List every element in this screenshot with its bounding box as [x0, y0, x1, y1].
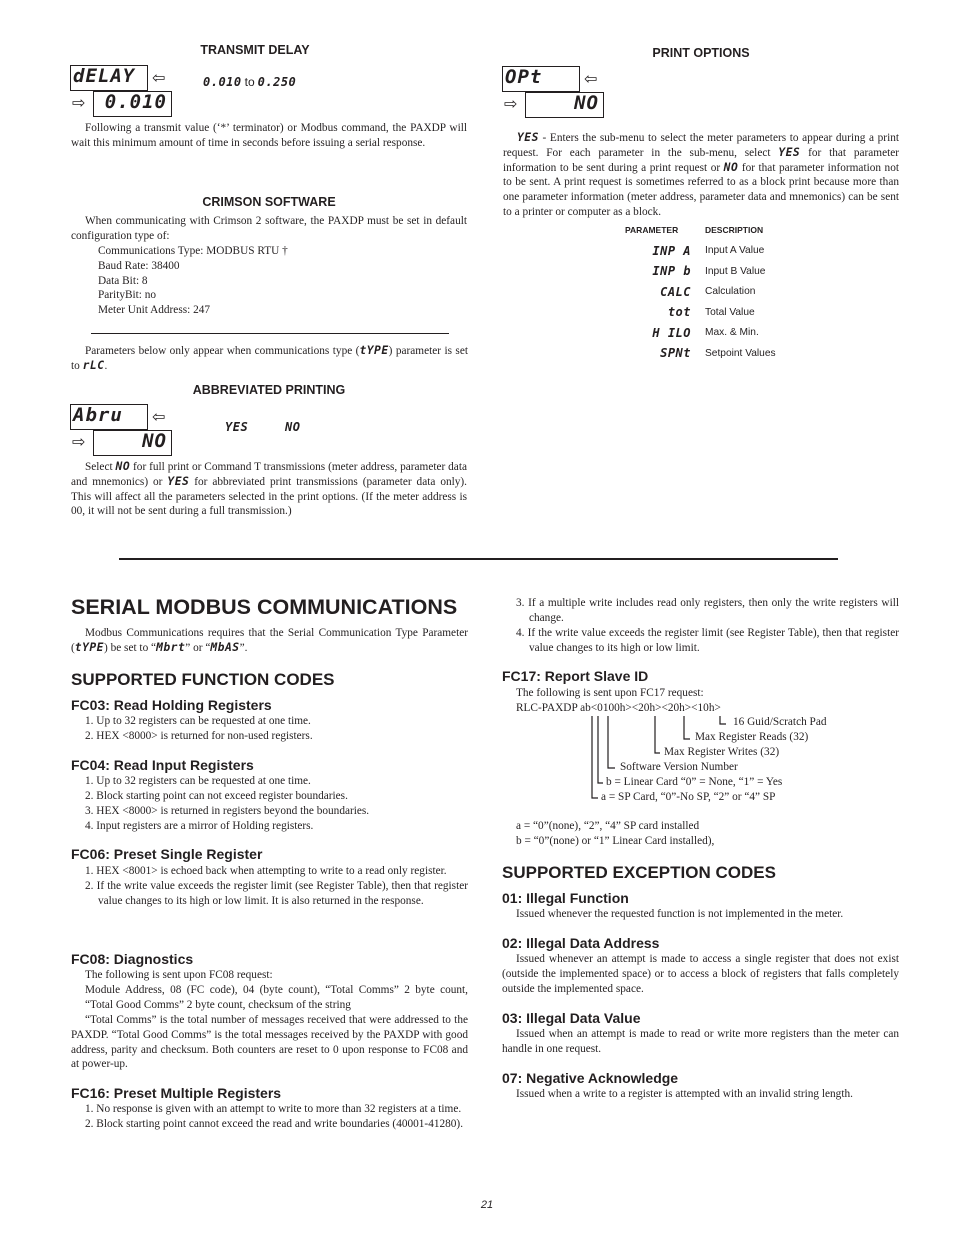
fc04-list: [71, 774, 468, 834]
list-item: 1. Up to 32 registers can be requested at one time.: [85, 775, 311, 787]
fc17-line1: The following is sent upon FC17 request:: [516, 687, 704, 699]
exception-codes-heading: SUPPORTED EXCEPTION CODES: [502, 863, 776, 882]
list-item: 2. Block starting point can not exceed register boundaries.: [85, 789, 348, 802]
list-item: 3. HEX <8000> is returned in registers beyond the boundaries.: [85, 804, 370, 817]
print-options-heading: PRINT OPTIONS: [652, 46, 750, 60]
fc08-line3: “Total Comms” is the total number of messages received that were addressed to the PAXDP. “Total Good Comms” is the total messages received by the PAXDP with good address, parity and checksum. Both counters are reset to 0 upon response to FC08 and at power-up.: [71, 1014, 468, 1071]
crimson-intro: When communicating with Crimson 2 software, the PAXDP must be set in default configuration type of:: [71, 215, 467, 242]
table-header-description: DESCRIPTION: [705, 225, 764, 236]
list-item: 1. No response is given with an attempt to write to more than 32 registers at a time.: [85, 1103, 462, 1115]
fc08-title: FC08: Diagnostics: [71, 951, 194, 967]
fc06-list: [71, 864, 468, 909]
fc17-label: 16 Guid/Scratch Pad: [733, 716, 827, 728]
list-item: 2. HEX <8000> is returned for non-used registers.: [85, 729, 313, 742]
fc16-list-a: [71, 1102, 468, 1132]
fc17-note2: b = “0”(none) or “1” Linear Card installed),: [516, 835, 715, 847]
crimson-line: Baud Rate: 38400: [98, 259, 180, 272]
list-item: 2. If the write value exceeds the register limit (see Register Table), then that register value changes to its high or low limit. It is also returned in the response.: [85, 879, 468, 907]
fc17-line2: RLC-PAXDP ab<0100h><20h><20h><10h>: [516, 702, 721, 714]
list-item: 4. Input registers are a mirror of Holding registers.: [85, 819, 314, 832]
abbreviated-display-top: Abru: [70, 404, 148, 430]
ex03-text: Issued when an attempt is made to read or write more registers than the meter can handle in one request.: [502, 1028, 899, 1055]
transmit-delay-display-top: dELAY: [70, 65, 148, 91]
ex07-text: Issued when a write to a register is attempted with an invalid string length.: [516, 1088, 853, 1100]
function-codes-heading: SUPPORTED FUNCTION CODES: [71, 670, 335, 689]
fc03-title: FC03: Read Holding Registers: [71, 697, 272, 713]
ex07-title: 07: Negative Acknowledge: [502, 1070, 679, 1086]
fc06-title: FC06: Preset Single Register: [71, 846, 263, 862]
ex02-text: Issued whenever an attempt is made to access a single register that does not exist (outside the implemented space) or to access a block of registers that falls completely outside the implemented space.: [502, 953, 899, 995]
table-row: H ILO Max. & Min.: [652, 325, 759, 340]
print-options-table: [625, 220, 776, 364]
fc17-title: FC17: Report Slave ID: [502, 668, 649, 684]
fc16-title: FC16: Preset Multiple Registers: [71, 1085, 282, 1101]
arrow-left-icon: ⇦: [152, 68, 166, 87]
divider: [91, 333, 449, 334]
print-options-display-bottom: NO: [525, 92, 604, 118]
fc17-label: Max Register Reads (32): [695, 731, 809, 743]
crimson-line: ParityBit: no: [98, 289, 157, 302]
crimson-line: Communications Type: MODBUS RTU †: [98, 245, 288, 257]
print-options-display-top: OPt: [502, 66, 580, 92]
page-title: SERIAL MODBUS COMMUNICATIONS: [71, 595, 458, 619]
arrow-right-icon: ⇨: [72, 93, 86, 112]
fc17-note1: a = “0”(none), “2”, “4” SP card installed: [516, 820, 700, 832]
fc08-line2: Module Address, 08 (FC code), 04 (byte count), “Total Comms” 2 byte count, “Total Good Comms” 2 byte count, checksum of the string: [85, 984, 468, 1011]
arrow-right-icon: ⇨: [72, 432, 86, 451]
table-row: tot Total Value: [667, 305, 755, 320]
fc17-label: Software Version Number: [620, 761, 738, 773]
abbreviated-display-bottom: NO: [93, 430, 172, 456]
table-header-parameter: PARAMETER: [625, 225, 679, 236]
fc08-line1: The following is sent upon FC08 request:: [85, 969, 273, 981]
ex01-text: Issued whenever the requested function is not implemented in the meter.: [516, 908, 844, 920]
fc17-label: Max Register Writes (32): [664, 746, 780, 758]
list-item: 1. HEX <8001> is echoed back when attempting to write to a read only register.: [85, 865, 447, 877]
crimson-line: Data Bit: 8: [98, 274, 148, 287]
crimson-line: Meter Unit Address: 247: [98, 304, 211, 317]
abbreviated-heading: ABBREVIATED PRINTING: [192, 383, 346, 397]
table-row: SPNt Setpoint Values: [660, 346, 776, 361]
transmit-delay-heading: TRANSMIT DELAY: [200, 43, 310, 57]
ex03-title: 03: Illegal Data Value: [502, 1010, 641, 1026]
transmit-delay-text: Following a transmit value (‘*’ terminator) or Modbus command, the PAXDP will wait this minimum amount of time in seconds before issuing a serial response.: [71, 122, 467, 149]
fc04-title: FC04: Read Input Registers: [71, 757, 254, 773]
table-row: INP A Input A Value: [652, 243, 765, 258]
page-number: 21: [480, 1199, 494, 1211]
section-divider: [119, 558, 838, 560]
arrow-left-icon: ⇦: [152, 407, 166, 426]
ex02-title: 02: Illegal Data Address: [502, 935, 660, 951]
ex01-title: 01: Illegal Function: [502, 890, 629, 906]
abbreviated-option-no: NO: [285, 420, 301, 434]
transmit-delay-range: 0.010 to 0.250: [203, 75, 297, 89]
list-item: 4. If the write value exceeds the register limit (see Register Table), then that register value changes to its high or low limit.: [516, 626, 899, 654]
fc17-label: b = Linear Card “0” = None, “1” = Yes: [606, 776, 783, 788]
arrow-left-icon: ⇦: [584, 69, 598, 88]
transmit-delay-display-bottom: 0.010: [93, 91, 172, 117]
table-row: INP b Input B Value: [652, 264, 766, 279]
list-item: 3. If a multiple write includes read only registers, then only the write registers will change.: [516, 597, 899, 624]
crimson-heading: CRIMSON SOFTWARE: [202, 195, 336, 209]
print-options-text: YES - Enters the sub-menu to select the meter parameters to appear during a print request. For each parameter in the sub-menu, select YES for that parameter information to be sent during a print request or NO for that parameter information not to be sent. A print request is sometimes referred to as a block print because more than one parameter information (meter address, parameter data and mnemonics) can be sent to a printer or computer as a block.: [503, 131, 899, 218]
abbreviated-option-yes: YES: [225, 420, 249, 434]
fc03-list: [71, 714, 468, 744]
table-row: CALC Calculation: [660, 284, 756, 299]
fc16-list-b: [502, 596, 899, 656]
params-note: Parameters below only appear when communications type (tYPE) parameter is set to rLC.: [71, 344, 468, 372]
list-item: 2. Block starting point cannot exceed the read and write boundaries (40001-41280).: [85, 1117, 464, 1130]
modbus-intro: Modbus Communications requires that the Serial Communication Type Parameter (tYPE) be set to “Mbrt” or “MbAS”.: [71, 627, 468, 654]
fc17-label: a = SP Card, “0”-No SP, “2” or “4” SP: [601, 791, 776, 803]
arrow-right-icon: ⇨: [504, 94, 518, 113]
crimson-config-list: [98, 244, 398, 318]
list-item: 1. Up to 32 registers can be requested at one time.: [85, 715, 311, 727]
abbreviated-text: Select NO for full print or Command T transmissions (meter address, parameter data and mnemonics) or YES for abbreviated print transmissions (parameter data only). This will affect all the parameters selected in the print options. (If the meter address is 00, it will not be sent during a full transmission.): [71, 460, 467, 518]
